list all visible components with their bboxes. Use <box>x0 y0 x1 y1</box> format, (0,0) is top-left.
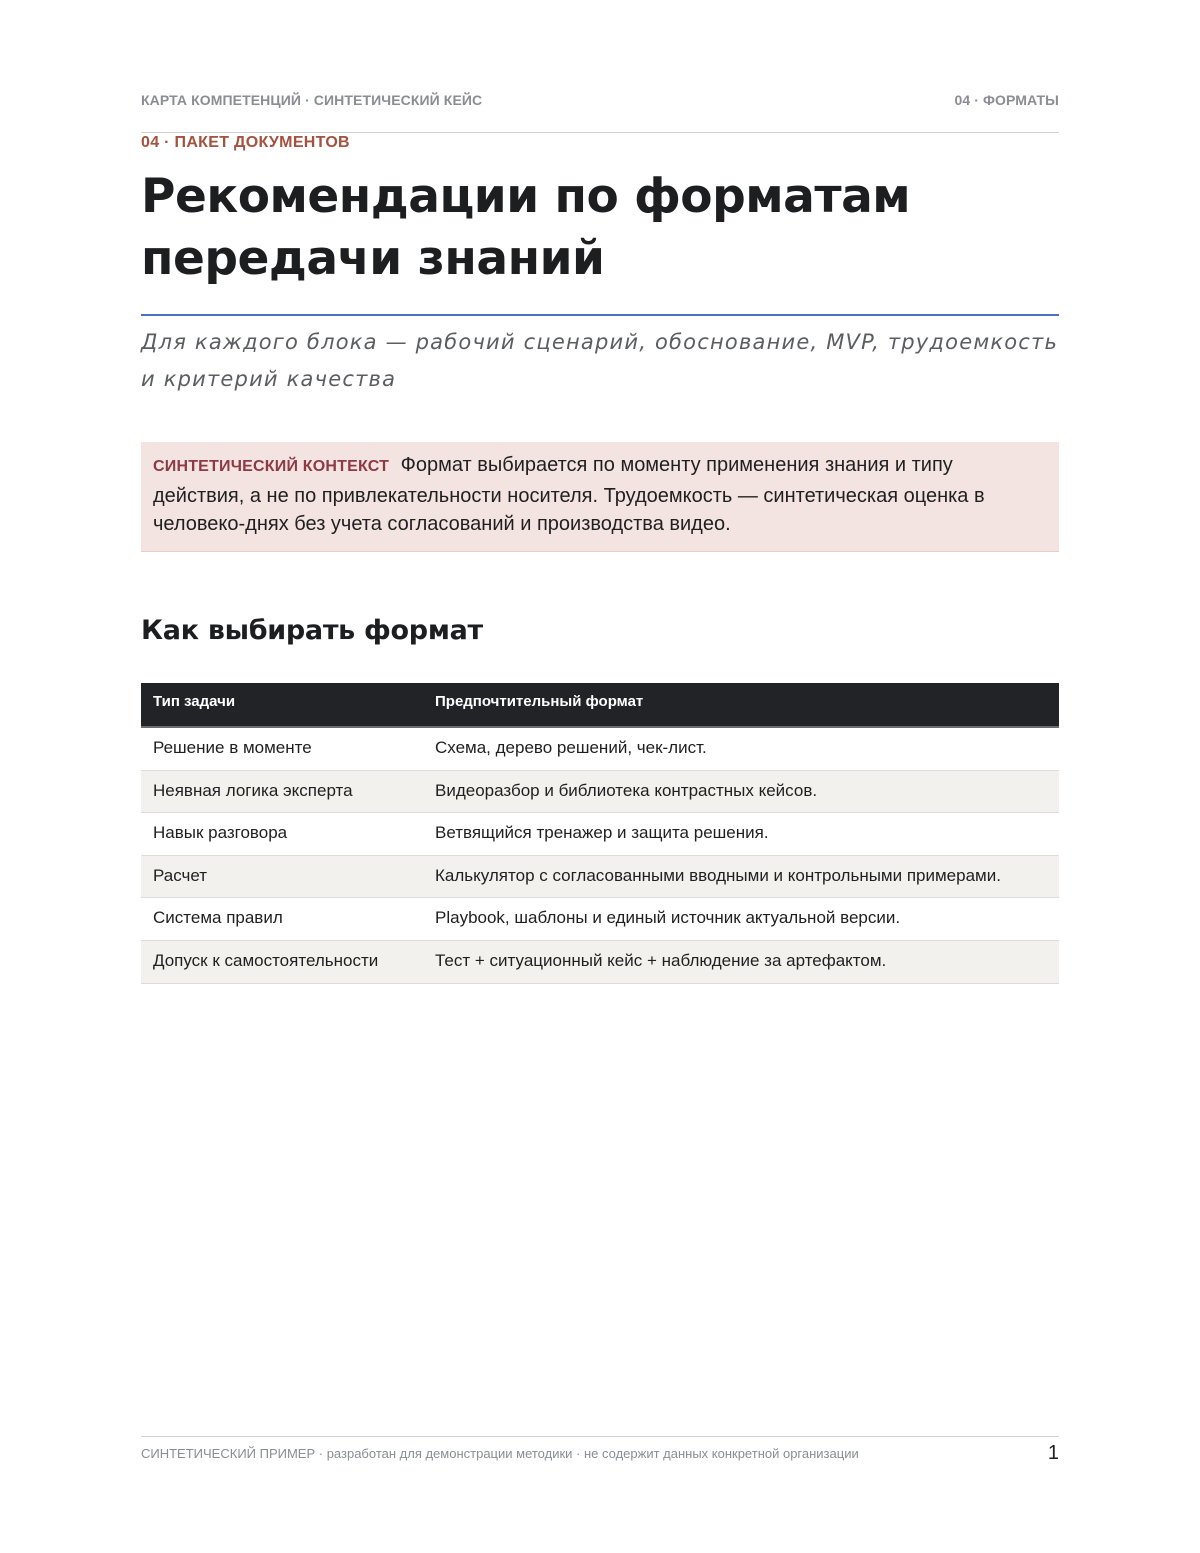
callout-label: СИНТЕТИЧЕСКИЙ КОНТЕКСТ <box>153 458 390 475</box>
cell-task-type: Навык разговора <box>153 823 288 843</box>
section-eyebrow: 04 · ПАКЕТ ДОКУМЕНТОВ <box>141 134 350 151</box>
section-heading: Как выбирать формат <box>141 615 483 646</box>
page-subtitle: Для каждого блока — рабочий сценарий, обоснование, MVP, трудоемкость и критерий качества <box>141 330 1059 391</box>
cell-task-type: Расчет <box>153 865 208 885</box>
footer-note: СИНТЕТИЧЕСКИЙ ПРИМЕР · разработан для демонстрации методики · не содержит данных конкретной организации <box>141 1446 859 1461</box>
running-head-left: КАРТА КОМПЕТЕНЦИЙ · СИНТЕТИЧЕСКИЙ КЕЙС <box>141 92 483 108</box>
column-header-task-type: Тип задачи <box>153 693 236 710</box>
header-divider <box>141 132 1059 133</box>
callout-text: Формат выбирается по моменту применения знания и типу действия, а не по привлекательности носителя. Трудоемкость — синтетическая оценка в человеко-днях без учета согласований и производства видео. <box>153 454 985 535</box>
format-table <box>141 683 1059 984</box>
cell-format: Тест + ситуационный кейс + наблюдение за артефактом. <box>435 950 887 970</box>
context-callout <box>141 442 1059 552</box>
table-row <box>141 771 1059 814</box>
page-number: 1 <box>1047 1442 1059 1464</box>
cell-task-type: Допуск к самостоятельности <box>153 950 379 970</box>
table-row <box>141 941 1059 984</box>
table-row <box>141 856 1059 899</box>
page-title: Рекомендации по форматам передачи знаний <box>141 169 911 286</box>
table-body <box>141 728 1059 984</box>
running-head-right: 04 · ФОРМАТЫ <box>954 92 1059 108</box>
column-header-format: Предпочтительный формат <box>435 693 644 710</box>
cell-format: Ветвящийся тренажер и защита решения. <box>435 823 769 843</box>
cell-format: Playbook, шаблоны и единый источник актуальной версии. <box>435 908 901 928</box>
running-head <box>141 92 1059 112</box>
cell-task-type: Решение в моменте <box>153 738 312 757</box>
cell-task-type: Система правил <box>153 908 283 928</box>
cell-format: Калькулятор с согласованными вводными и контрольными примерами. <box>435 865 1001 885</box>
cell-format: Схема, дерево решений, чек-лист. <box>435 738 707 757</box>
footer-divider <box>141 1436 1059 1437</box>
table-row <box>141 813 1059 856</box>
table-row <box>141 728 1059 771</box>
table-header <box>141 683 1059 728</box>
cell-format: Видеоразбор и библиотека контрастных кейсов. <box>435 780 818 800</box>
document-page <box>141 0 1059 1553</box>
cell-task-type: Неявная логика эксперта <box>153 780 353 800</box>
title-divider <box>141 314 1059 316</box>
table-row <box>141 898 1059 941</box>
